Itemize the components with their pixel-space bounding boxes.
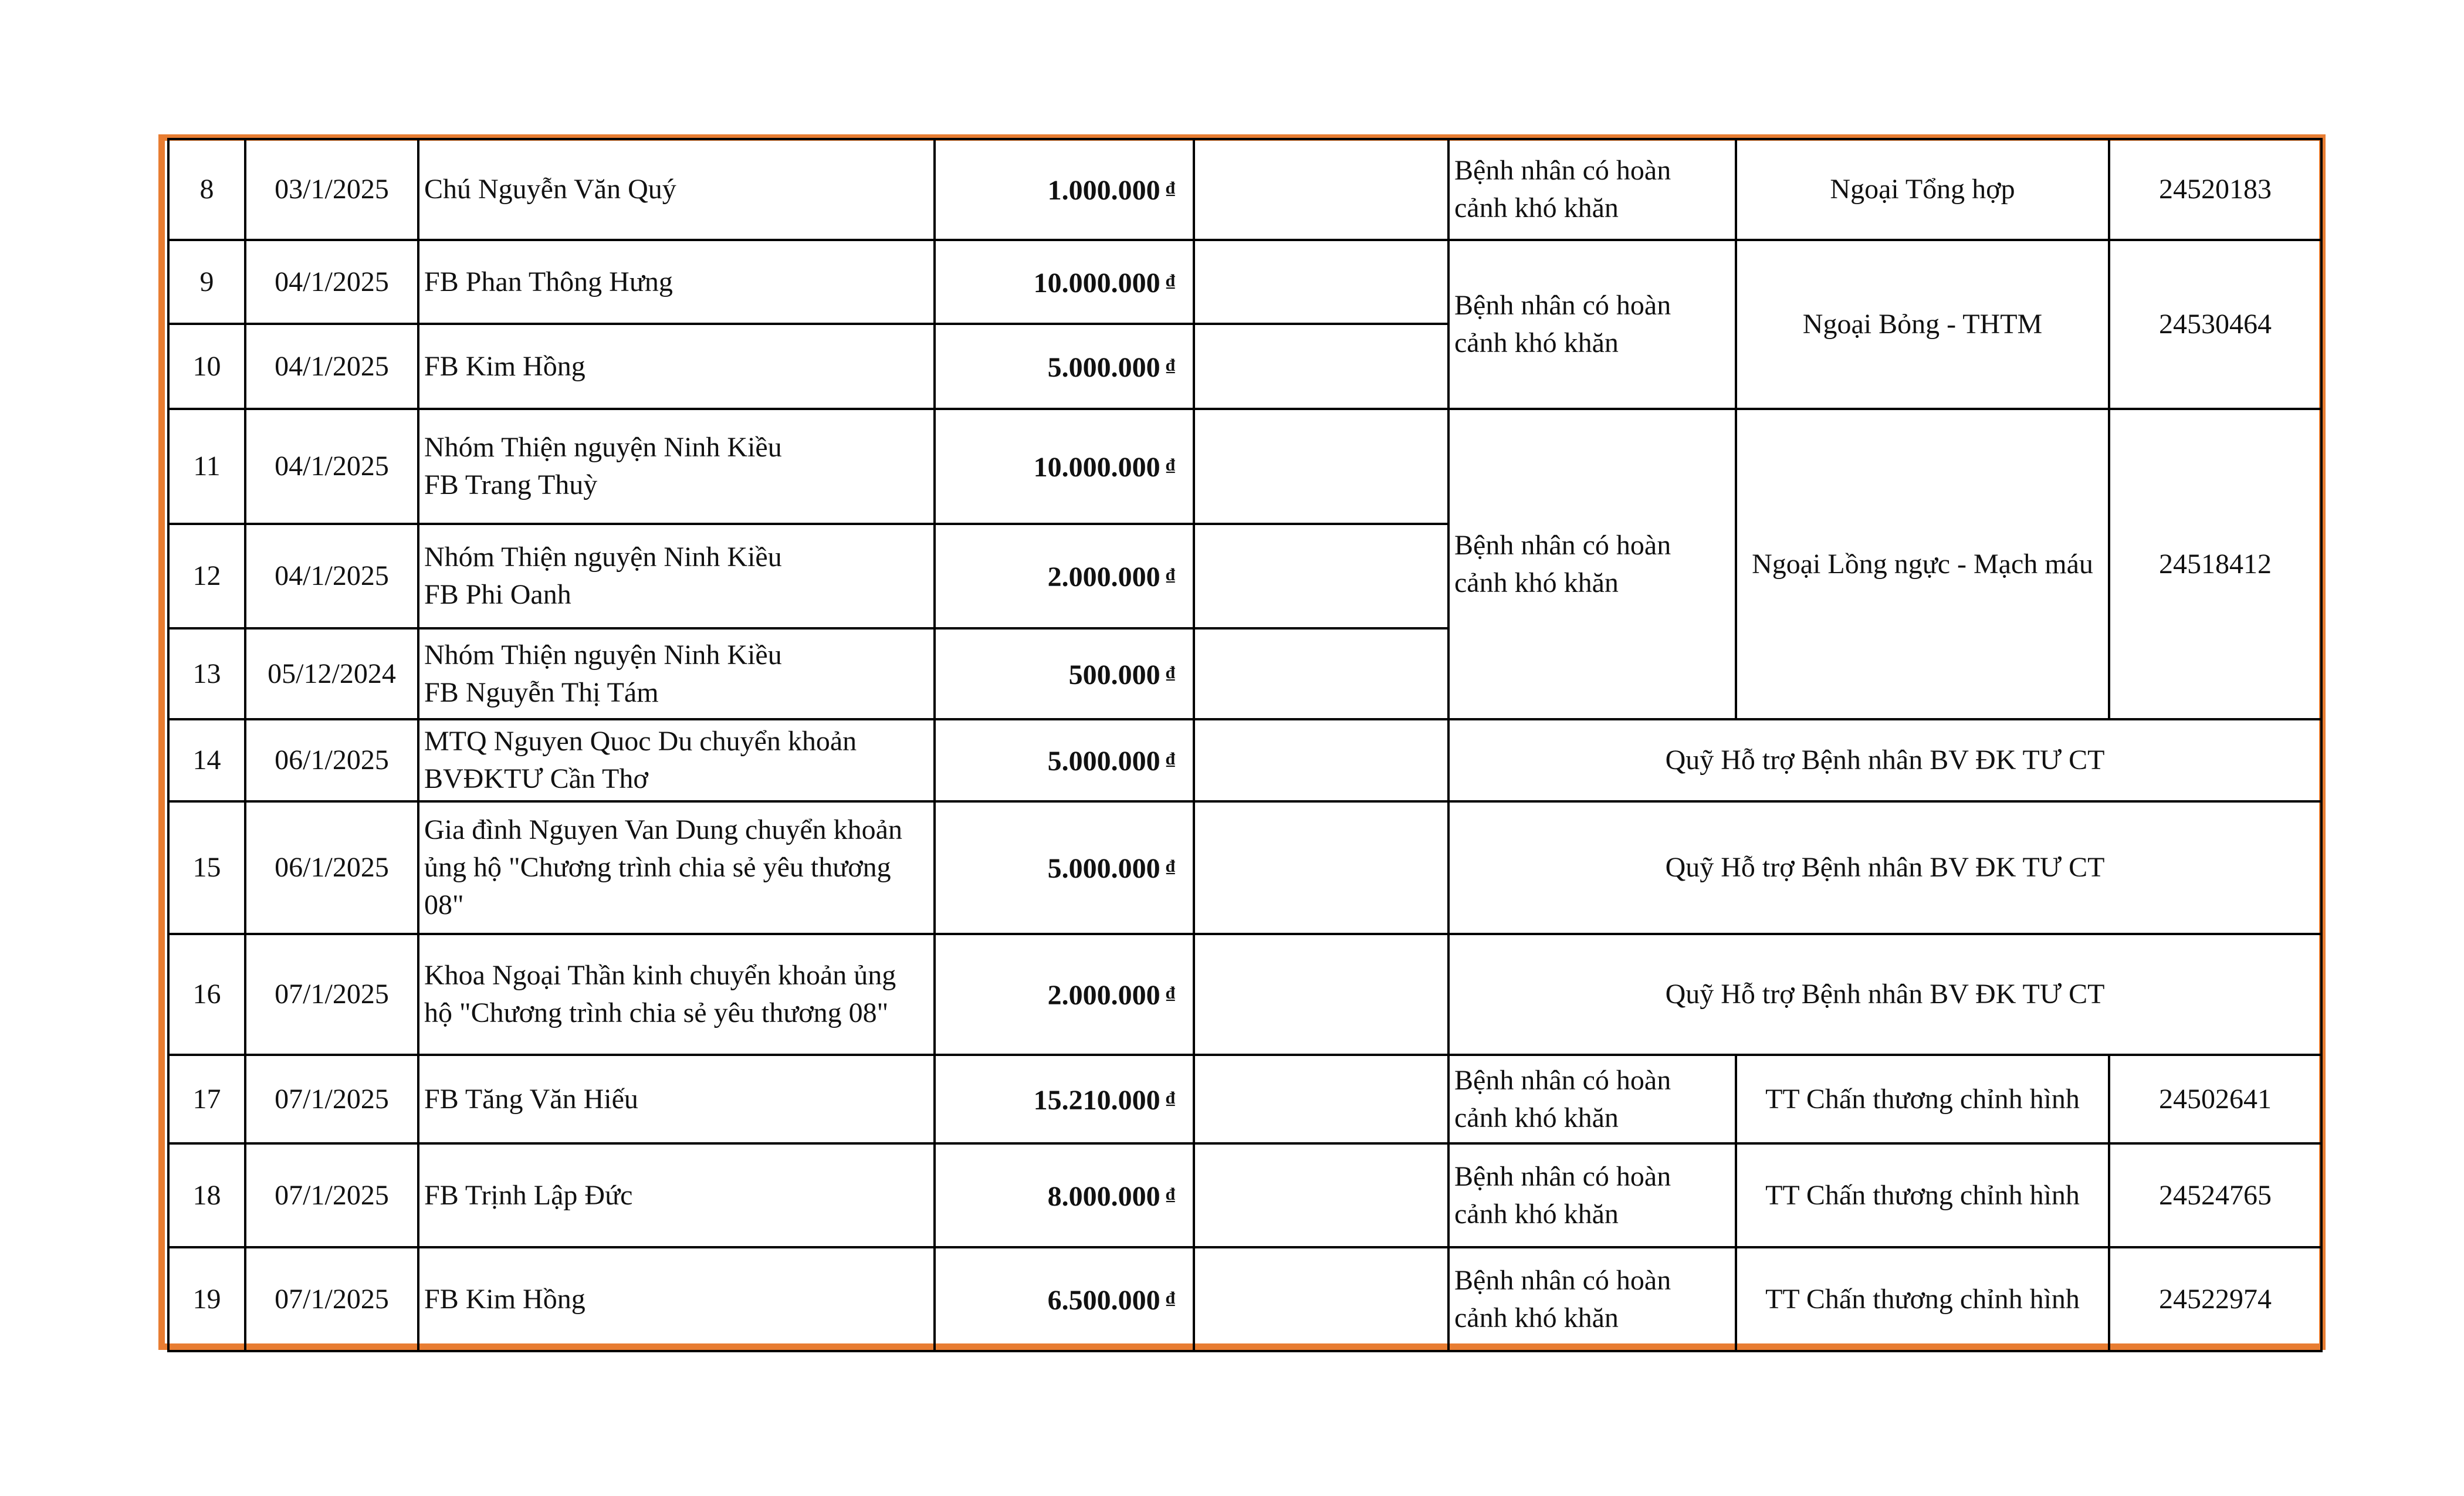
currency-symbol: ₫ [1166,565,1175,584]
cell-donor: Khoa Ngoại Thần kinh chuyển khoản ủng hộ "Chương trình chia sẻ yêu thương 08" [418,934,935,1055]
currency-symbol: ₫ [1166,1288,1175,1308]
cell-amount [935,801,1194,934]
currency-symbol: ₫ [1166,1088,1175,1108]
currency-symbol: ₫ [1166,983,1175,1003]
cell-date: 04/1/2025 [245,240,418,324]
cell-amount [935,934,1194,1055]
table-row [168,1247,2321,1351]
cell-stt: 18 [168,1143,245,1247]
table-row [168,409,2321,524]
currency-symbol: ₫ [1166,857,1175,876]
amount-value: 2.000.000 [1047,980,1160,1011]
cell-amount [935,139,1194,240]
cell-department: TT Chấn thương chỉnh hình [1736,1143,2109,1247]
cell-patient-code: 24522974 [2109,1247,2321,1351]
cell-patient-code: 24524765 [2109,1143,2321,1247]
cell-note [1194,524,1448,628]
table-row [168,1055,2321,1143]
cell-department: Ngoại Tổng hợp [1736,139,2109,240]
cell-date: 07/1/2025 [245,1055,418,1143]
cell-date: 06/1/2025 [245,801,418,934]
cell-stt: 15 [168,801,245,934]
cell-amount [935,240,1194,324]
cell-amount [935,409,1194,524]
cell-date: 05/12/2024 [245,628,418,719]
cell-patient-code: 24520183 [2109,139,2321,240]
cell-note [1194,1055,1448,1143]
table-row [168,139,2321,240]
amount-value: 6.500.000 [1047,1284,1160,1316]
cell-target: Bệnh nhân có hoàn cảnh khó khăn [1448,1143,1736,1247]
amount-value: 10.000.000 [1033,267,1160,299]
amount-value: 2.000.000 [1047,561,1160,593]
amount-value: 10.000.000 [1033,452,1160,483]
cell-note [1194,934,1448,1055]
cell-patient-code: 24518412 [2109,409,2321,719]
cell-donor: FB Kim Hồng [418,1247,935,1351]
cell-stt: 11 [168,409,245,524]
cell-stt: 10 [168,324,245,409]
cell-patient-code: 24502641 [2109,1055,2321,1143]
cell-donor: FB Phan Thông Hưng [418,240,935,324]
cell-amount [935,1055,1194,1143]
cell-note [1194,628,1448,719]
cell-department: TT Chấn thương chỉnh hình [1736,1247,2109,1351]
table-row [168,934,2321,1055]
cell-donor: Gia đình Nguyen Van Dung chuyển khoản ủng hộ "Chương trình chia sẻ yêu thương 08" [418,801,935,934]
cell-amount [935,524,1194,628]
cell-stt: 14 [168,719,245,801]
cell-donor: Nhóm Thiện nguyện Ninh Kiều FB Phi Oanh [418,524,935,628]
cell-date: 04/1/2025 [245,324,418,409]
cell-stt: 12 [168,524,245,628]
cell-stt: 9 [168,240,245,324]
cell-note [1194,801,1448,934]
cell-stt: 16 [168,934,245,1055]
cell-stt: 19 [168,1247,245,1351]
cell-date: 03/1/2025 [245,139,418,240]
currency-symbol: ₫ [1166,455,1175,475]
cell-department: Ngoại Lồng ngực - Mạch máu [1736,409,2109,719]
cell-stt: 13 [168,628,245,719]
cell-amount [935,628,1194,719]
cell-donor: FB Tăng Văn Hiếu [418,1055,935,1143]
cell-note [1194,240,1448,324]
currency-symbol: ₫ [1166,662,1175,682]
cell-note [1194,719,1448,801]
currency-symbol: ₫ [1166,1184,1175,1204]
currency-symbol: ₫ [1166,270,1175,290]
cell-donor: FB Kim Hồng [418,324,935,409]
amount-value: 1.000.000 [1047,175,1160,206]
amount-value: 5.000.000 [1047,351,1160,383]
table-row [168,1143,2321,1247]
table-row [168,801,2321,934]
cell-amount [935,1247,1194,1351]
donation-table [167,138,2323,1352]
cell-donor: MTQ Nguyen Quoc Du chuyển khoản BVĐKTƯ Cần Thơ [418,719,935,801]
cell-stt: 17 [168,1055,245,1143]
amount-value: 500.000 [1068,659,1160,691]
cell-department: Ngoại Bỏng - THTM [1736,240,2109,409]
cell-amount [935,719,1194,801]
cell-target: Bệnh nhân có hoàn cảnh khó khăn [1448,1247,1736,1351]
cell-date: 07/1/2025 [245,934,418,1055]
cell-fund: Quỹ Hỗ trợ Bệnh nhân BV ĐK TƯ CT [1448,719,2321,801]
currency-symbol: ₫ [1166,355,1175,375]
cell-date: 07/1/2025 [245,1247,418,1351]
cell-fund: Quỹ Hỗ trợ Bệnh nhân BV ĐK TƯ CT [1448,801,2321,934]
cell-patient-code: 24530464 [2109,240,2321,409]
cell-note [1194,409,1448,524]
amount-value: 5.000.000 [1047,746,1160,777]
cell-department: TT Chấn thương chỉnh hình [1736,1055,2109,1143]
cell-fund: Quỹ Hỗ trợ Bệnh nhân BV ĐK TƯ CT [1448,934,2321,1055]
cell-target: Bệnh nhân có hoàn cảnh khó khăn [1448,1055,1736,1143]
amount-value: 15.210.000 [1033,1084,1160,1116]
cell-donor: Nhóm Thiện nguyện Ninh Kiều FB Trang Thuỳ [418,409,935,524]
table-row [168,719,2321,801]
cell-amount [935,1143,1194,1247]
currency-symbol: ₫ [1166,749,1175,769]
cell-amount [935,324,1194,409]
cell-date: 04/1/2025 [245,524,418,628]
cell-donor: Chú Nguyễn Văn Quý [418,139,935,240]
amount-value: 8.000.000 [1047,1180,1160,1212]
cell-note [1194,139,1448,240]
cell-date: 04/1/2025 [245,409,418,524]
currency-symbol: ₫ [1166,178,1175,198]
cell-date: 06/1/2025 [245,719,418,801]
cell-stt: 8 [168,139,245,240]
amount-value: 5.000.000 [1047,853,1160,884]
cell-target: Bệnh nhân có hoàn cảnh khó khăn [1448,240,1736,409]
cell-target: Bệnh nhân có hoàn cảnh khó khăn [1448,409,1736,719]
cell-note [1194,1247,1448,1351]
cell-donor: Nhóm Thiện nguyện Ninh Kiều FB Nguyễn Thị Tám [418,628,935,719]
table-row [168,240,2321,324]
cell-date: 07/1/2025 [245,1143,418,1247]
cell-note [1194,1143,1448,1247]
cell-target: Bệnh nhân có hoàn cảnh khó khăn [1448,139,1736,240]
cell-note [1194,324,1448,409]
cell-donor: FB Trịnh Lập Đức [418,1143,935,1247]
